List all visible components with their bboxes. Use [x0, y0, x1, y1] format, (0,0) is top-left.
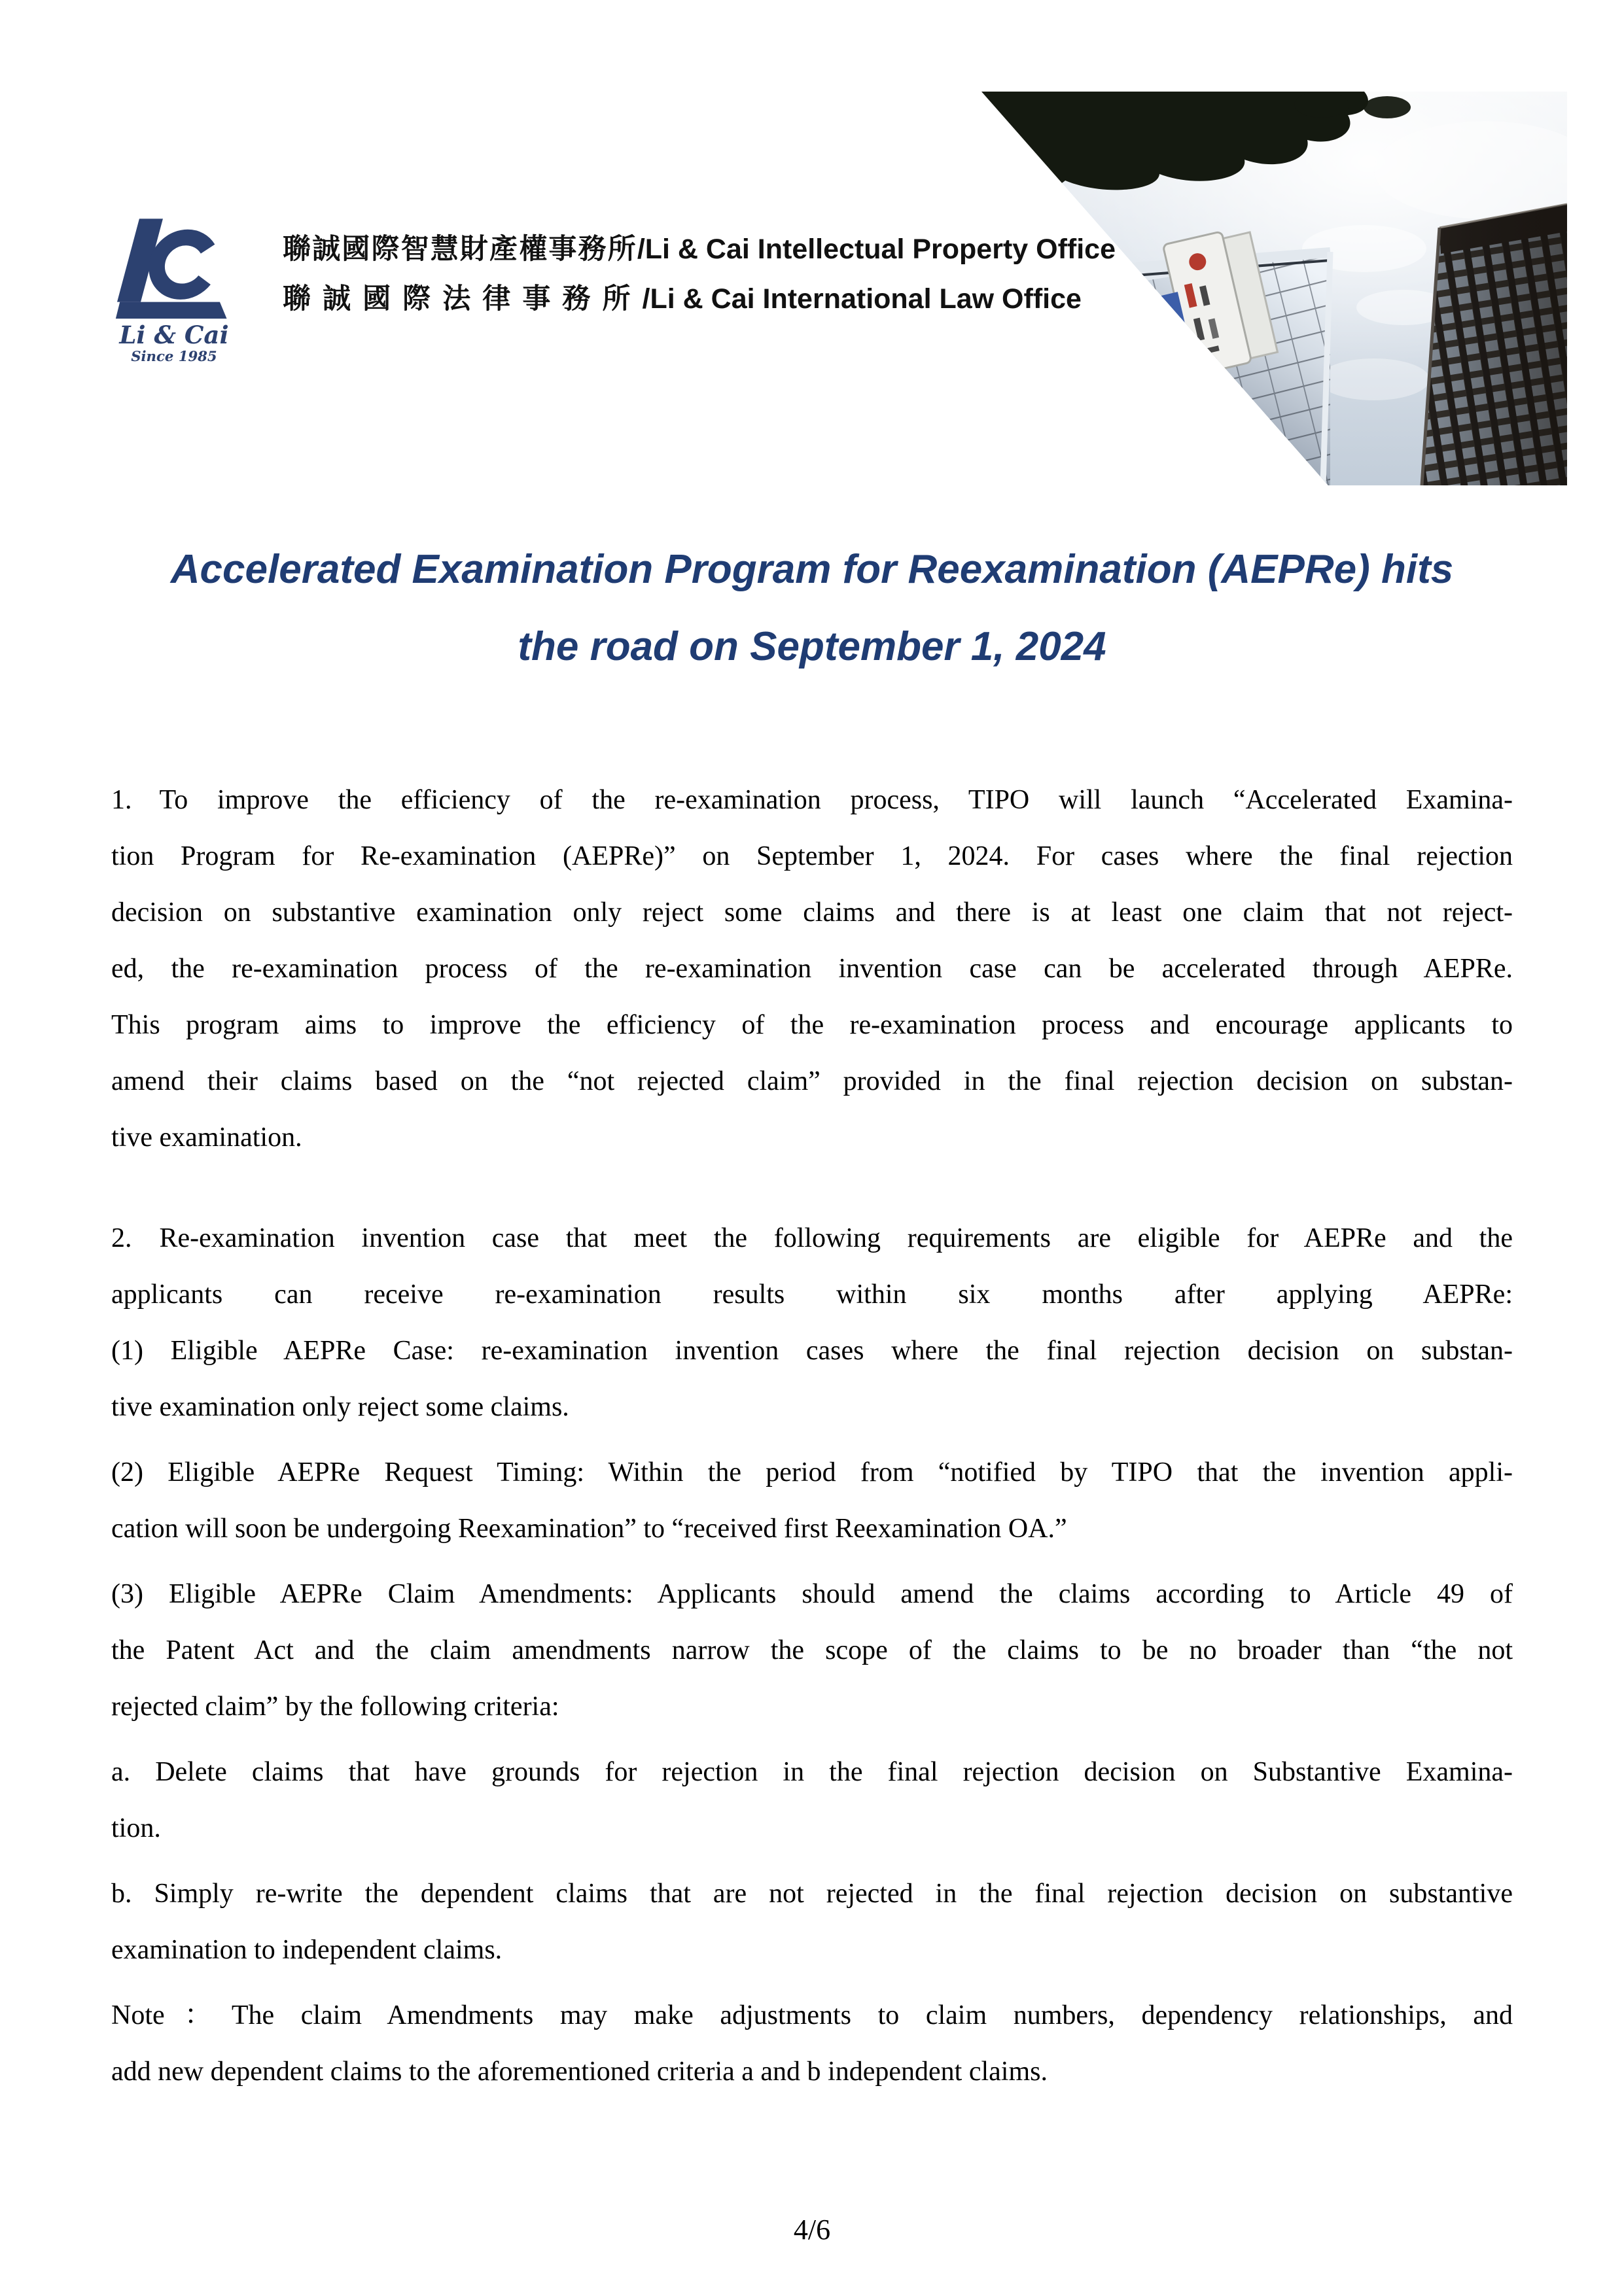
logo-script-name: Li & Cai — [119, 321, 229, 350]
body-line: 1. To improve the efficiency of the re-examination process, TIPO will launch “Accelerated Examina- — [111, 785, 1513, 815]
body-line: applicants can receive re-examination results within six months after applying AEPRe: — [111, 1279, 1513, 1310]
page-number: 4/6 — [793, 2214, 831, 2246]
body-line: Note：The claim Amendments may make adjustments to claim numbers, dependency relationships, and — [111, 2000, 1513, 2030]
body-line: (1) Eligible AEPRe Case: re-examination invention cases where the final rejection decision on substan- — [111, 1336, 1513, 1366]
body-line: 2. Re-examination invention case that meet the following requirements are eligible for AEPRe and the — [111, 1223, 1513, 1253]
body-line: (3) Eligible AEPRe Claim Amendments: Applicants should amend the claims according to Article 49 of — [111, 1579, 1513, 1609]
org-name-zh-ip: 聯誠國際智慧財產權事務所 — [283, 234, 637, 265]
paragraph-item-2 — [111, 1444, 1513, 1557]
body-line: cation will soon be undergoing Reexamination” to “received first Reexamination OA.” — [111, 1514, 1067, 1544]
body-line: add new dependent claims to the aforementioned criteria a and b independent claims. — [111, 2057, 1048, 2087]
body-line: tive examination. — [111, 1122, 302, 1153]
logo-since-label: Since 1985 — [131, 347, 217, 364]
org-name-line-ip-office — [283, 230, 1116, 268]
body-line: decision on substantive examination only reject some claims and there is at least one claim that not reject- — [111, 897, 1513, 928]
org-name-en-law: /Li & Cai International Law Office — [642, 283, 1082, 315]
body-line: tion. — [111, 1813, 161, 1843]
letterhead — [283, 230, 1116, 330]
document-title-line-2: the road on September 1, 2024 — [518, 624, 1106, 669]
paragraph-1 — [111, 772, 1513, 1166]
body-text — [111, 772, 1513, 2109]
body-line: tion Program for Re-examination (AEPRe)” on September 1, 2024. For cases where the final rejection — [111, 841, 1513, 871]
body-line: examination to independent claims. — [111, 1935, 503, 1965]
body-line: amend their claims based on the “not rejected claim” provided in the final rejection decision on substan- — [111, 1066, 1513, 1096]
paragraph-item-3 — [111, 1566, 1513, 1735]
body-line: ed, the re-examination process of the re-examination invention case can be accelerated through AEPRe. — [111, 954, 1513, 984]
paragraph-note — [111, 1987, 1513, 2100]
org-name-zh-law: 聯誠國際法律事務所 — [283, 283, 643, 315]
body-line: This program aims to improve the efficiency of the re-examination process and encourage applicants to — [111, 1010, 1513, 1040]
body-line: rejected claim” by the following criteria: — [111, 1692, 559, 1722]
li-cai-logo-icon — [115, 215, 234, 364]
body-line: b. Simply re-write the dependent claims that are not rejected in the final rejection decision on substantive — [111, 1879, 1513, 1909]
org-name-line-law-office — [283, 280, 1116, 318]
body-line: tive examination only reject some claims. — [111, 1392, 569, 1422]
org-name-en-ip: /Li & Cai Intellectual Property Office — [637, 234, 1116, 265]
body-line: (2) Eligible AEPRe Request Timing: Within the period from “notified by TIPO that the invention appli- — [111, 1457, 1513, 1487]
body-line: the Patent Act and the claim amendments narrow the scope of the claims to be no broader than “the not — [111, 1635, 1513, 1665]
paragraph-criteria-b — [111, 1866, 1513, 1978]
body-line: a. Delete claims that have grounds for rejection in the final rejection decision on Substantive Examina- — [111, 1757, 1513, 1787]
document-title — [0, 531, 1624, 686]
paragraph-criteria-a — [111, 1744, 1513, 1856]
dark-tower — [1422, 204, 1567, 485]
document-title-line-1: Accelerated Examination Program for Reexamination (AEPRe) hits — [170, 547, 1454, 592]
paragraph-2 — [111, 1210, 1513, 1435]
